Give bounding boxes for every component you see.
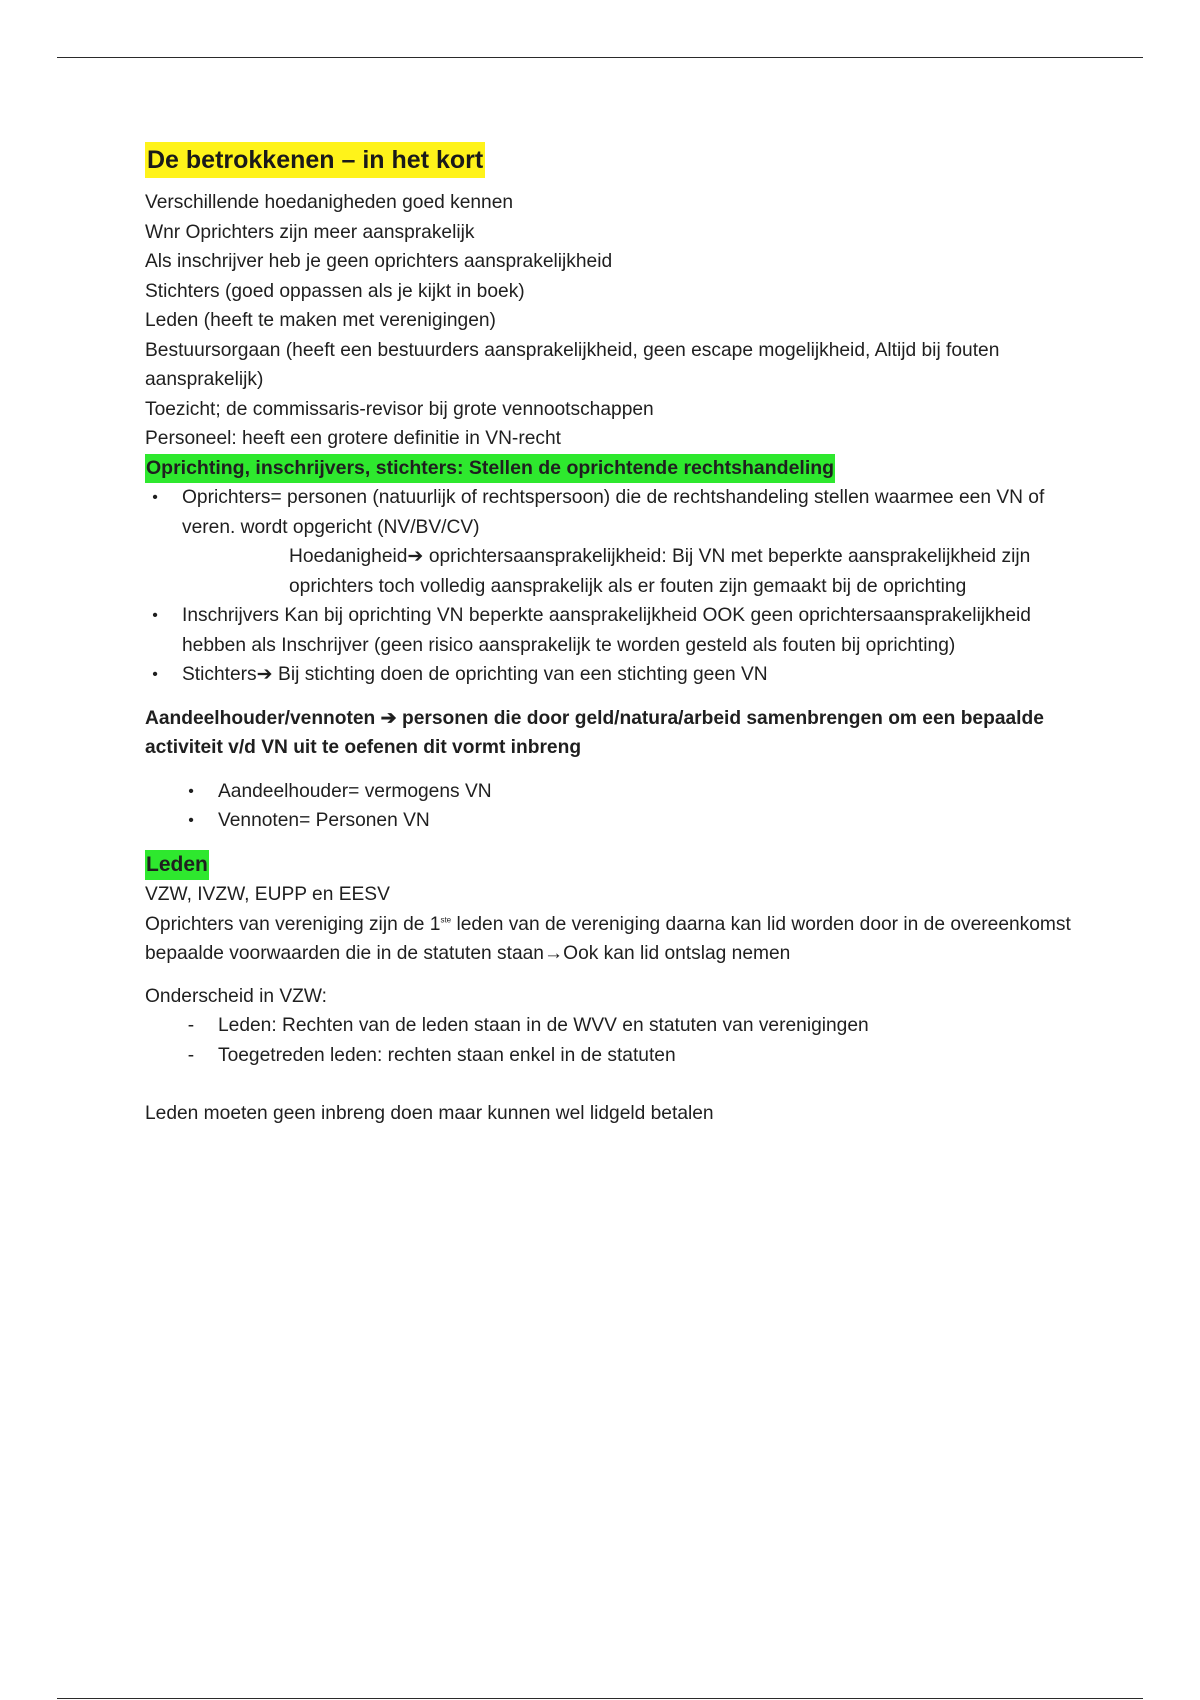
aandeelhouder-paragraph: Aandeelhouder/vennoten ➔ personen die door geld/natura/arbeid samenbrengen om een bepaalde activiteit v/d VN uit te oefenen dit vormt inbreng xyxy=(145,707,1044,758)
section-heading-leden: Leden xyxy=(145,850,209,880)
list-item xyxy=(145,660,1075,690)
list-item xyxy=(145,601,1075,660)
list-item-text: Oprichters= personen (natuurlijk of rechtspersoon) die de rechtshandeling stellen waarmee een VN of veren. wordt opgericht (NV/BV/CV) xyxy=(182,487,1045,538)
section-aandeelhouders xyxy=(145,704,1075,836)
intro-line: Wnr Oprichters zijn meer aansprakelijk xyxy=(145,221,475,243)
oprichting-bullet-list xyxy=(145,483,1075,690)
bottom-page-rule xyxy=(57,1698,1143,1699)
list-item-text: Toegetreden leden: rechten staan enkel in de statuten xyxy=(218,1044,676,1066)
bullet-icon: • xyxy=(188,812,194,829)
list-item-text: Leden: Rechten van de leden staan in de WVV en statuten van verenigingen xyxy=(218,1015,869,1036)
aandeelhouder-bullet-list xyxy=(145,777,1075,836)
list-item-text: Vennoten= Personen VN xyxy=(218,810,430,831)
section-leden xyxy=(145,836,1075,1129)
list-item xyxy=(145,806,1075,836)
bullet-icon: • xyxy=(188,782,194,800)
intro-line: Verschillende hoedanigheden goed kennen xyxy=(145,192,514,213)
list-item-text: Inschrijvers Kan bij oprichting VN beperkte aansprakelijkheid OOK geen oprichtersaansprakelijkheid hebben als Inschrijver (geen risico aansprakelijk te worden gesteld als fouten bij oprichting) xyxy=(182,605,1031,656)
list-item-subtext: Hoedanigheid➔ oprichtersaansprakelijkheid: Bij VN met beperkte aansprakelijkheid zijn oprichters toch volledig aansprakelijk als er fouten zijn gemaakt bij de oprichting xyxy=(289,546,1031,597)
list-item xyxy=(145,1041,1075,1071)
dash-icon: - xyxy=(187,1044,195,1066)
intro-line: Stichters (goed oppassen als je kijkt in boek) xyxy=(145,280,525,302)
title-wrap xyxy=(145,142,1075,178)
onderscheid-line: Onderscheid in VZW: xyxy=(145,985,327,1007)
list-item xyxy=(145,1011,1075,1041)
ordinal-superscript: ste xyxy=(440,915,452,925)
document-body xyxy=(145,142,1075,1129)
intro-line: Leden (heeft te maken met verenigingen) xyxy=(145,310,496,331)
list-item xyxy=(145,483,1075,601)
leden-closing-line: Leden moeten geen inbreng doen maar kunnen wel lidgeld betalen xyxy=(145,1103,714,1124)
intro-line: Bestuursorgaan (heeft een bestuurders aansprakelijkheid, geen escape mogelijkheid, Altijd bij fouten aansprakelijk) xyxy=(145,339,1000,390)
leden-paragraph xyxy=(145,910,1075,969)
leden-paragraph-start: Oprichters van vereniging zijn de 1 xyxy=(145,913,441,935)
intro-line: Toezicht; de commissaris-revisor bij grote vennootschappen xyxy=(145,398,654,420)
section-oprichting xyxy=(145,454,1075,690)
leden-types-line: VZW, IVZW, EUPP en EESV xyxy=(145,884,390,905)
list-item-text: Stichters➔ Bij stichting doen de oprichting van een stichting geen VN xyxy=(182,664,768,685)
onderscheid-dash-list xyxy=(145,1011,1075,1070)
bullet-icon: • xyxy=(152,666,158,683)
intro-line: Als inschrijver heb je geen oprichters aansprakelijkheid xyxy=(145,251,613,272)
document-title: De betrokkenen – in het kort xyxy=(145,142,485,178)
top-page-rule xyxy=(57,57,1143,58)
section-heading-oprichting: Oprichting, inschrijvers, stichters: Stellen de oprichtende rechtshandeling xyxy=(145,454,835,483)
dash-icon: - xyxy=(187,1015,195,1036)
list-item xyxy=(145,777,1075,807)
list-item-text: Aandeelhouder= vermogens VN xyxy=(218,780,492,802)
intro-block xyxy=(145,188,1075,454)
leden-paragraph-end: leden van de vereniging daarna kan lid worden door in de overeenkomst bepaalde voorwaarden die in de statuten staan→Ook kan lid ontslag nemen xyxy=(145,913,1071,964)
intro-line: Personeel: heeft een grotere definitie in VN-recht xyxy=(145,428,561,449)
bullet-icon: • xyxy=(152,607,158,624)
bullet-icon: • xyxy=(152,489,158,506)
